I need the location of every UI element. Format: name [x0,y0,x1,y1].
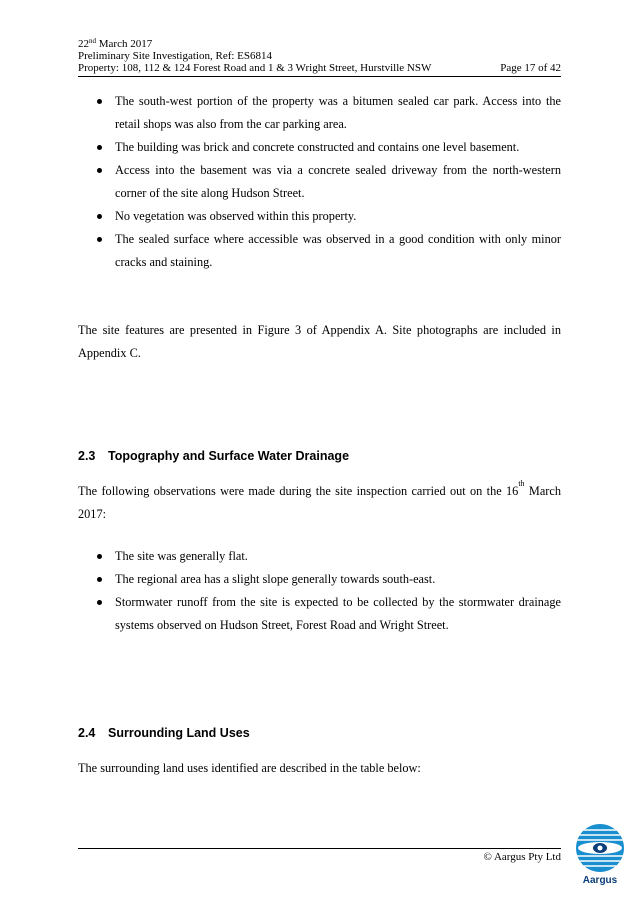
header-property: Property: 108, 112 & 124 Forest Road and 1 & 3 Wright Street, Hurstville NSW [78,62,432,74]
list-item: The building was brick and concrete constructed and contains one level basement. [78,136,561,159]
site-features-paragraph: The site features are presented in Figure 3 of Appendix A. Site photographs are included in Appendix C. [78,323,561,360]
logo-wordmark: Aargus [582,875,618,886]
header-divider [78,76,561,77]
list-item: Stormwater runoff from the site is expected to be collected by the stormwater drainage systems observed on Hudson Street, Forest Road and Wright Street. [78,591,561,637]
footer-divider [78,848,561,849]
list-item: The site was generally flat. [78,545,561,568]
land-uses-intro: The surrounding land uses identified are described in the table below: [78,761,421,775]
header-date: 22nd March 2017 [78,37,153,50]
section-heading-topography: 2.3 Topography and Surface Water Drainage [78,449,350,463]
list-item: The south-west portion of the property was a bitumen sealed car park. Access into the retail shops was also from the car parking area. [78,90,561,136]
list-item: No vegetation was observed within this property. [78,205,561,228]
site-features-list [78,90,561,274]
page-number: Page 17 of 42 [500,62,561,74]
topography-intro: The following observations were made during the site inspection carried out on the 16th March 2017: [78,479,561,521]
topography-list [78,545,561,637]
list-item: Access into the basement was via a concrete sealed driveway from the north-western corner of the site along Hudson Street. [78,159,561,205]
list-item: The sealed surface where accessible was observed in a good condition with only minor cracks and staining. [78,228,561,274]
aargus-logo [573,822,627,888]
section-heading-land-uses: 2.4 Surrounding Land Uses [78,726,250,740]
page-header [78,38,561,74]
header-reference: Preliminary Site Investigation, Ref: ES6814 [78,50,273,62]
page-body [78,90,561,780]
list-item: The regional area has a slight slope generally towards south-east. [78,568,561,591]
footer-copyright: © Aargus Pty Ltd [483,851,561,863]
header-property-line [78,62,561,74]
